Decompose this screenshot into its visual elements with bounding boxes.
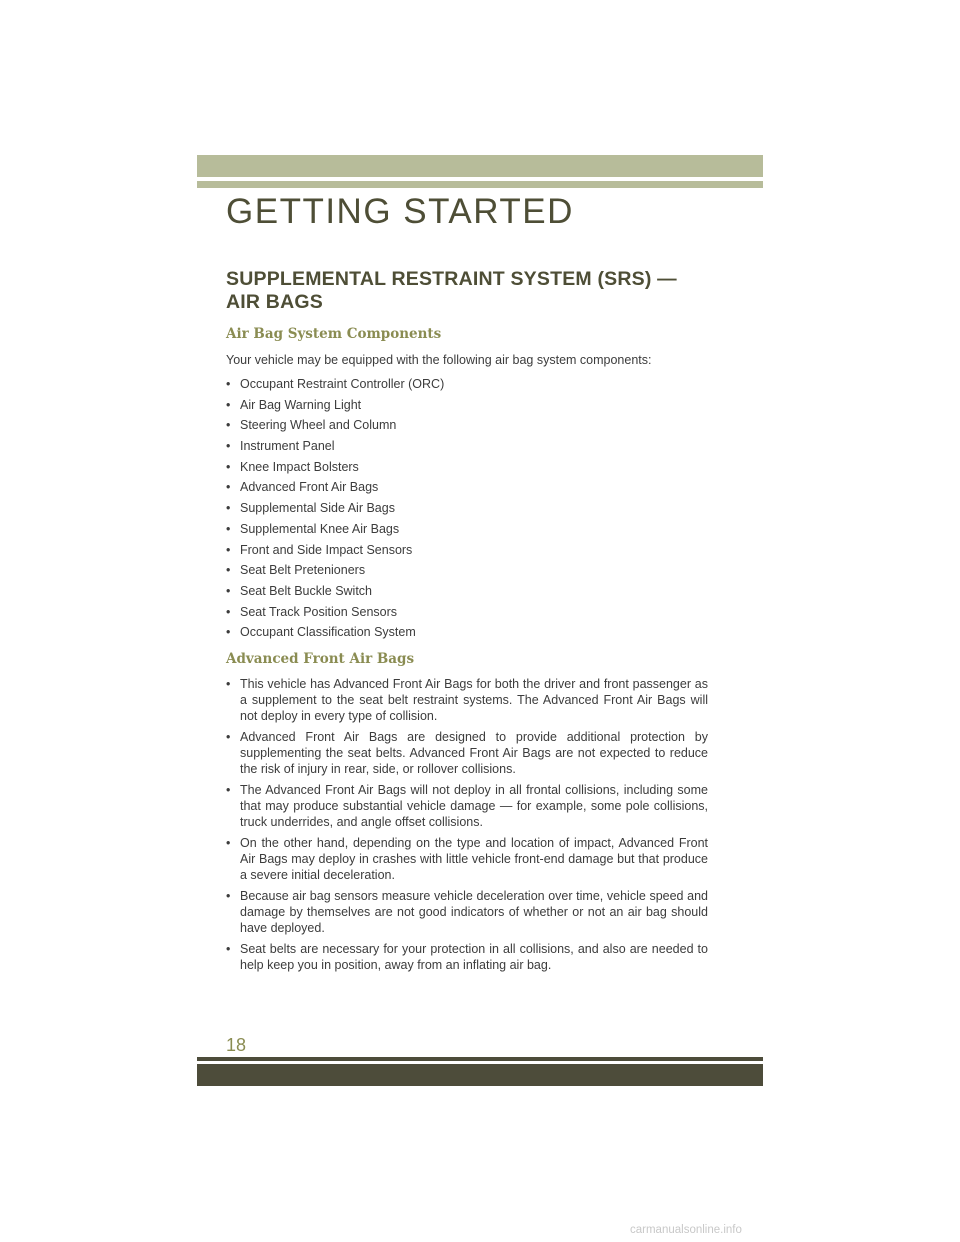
list-item: • This vehicle has Advanced Front Air Bags for both the driver and front passenger as a supplement to the seat belt restraint systems. The Advanced Front Air Bags will not deploy in every type of collision. xyxy=(226,677,708,724)
bullet-icon: • xyxy=(226,377,231,391)
list-item: • Front and Side Impact Sensors xyxy=(226,542,413,557)
footer-rule xyxy=(197,1057,763,1061)
list-item: • On the other hand, depending on the type and location of impact, Advanced Front Air Bags may deploy in crashes with little vehicle front-end damage but that produce a severe initial deceleration. xyxy=(226,836,708,883)
list-item: • Supplemental Knee Air Bags xyxy=(226,521,400,536)
advanced-heading: Advanced Front Air Bags xyxy=(226,651,415,668)
watermark: carmanualsonline.info xyxy=(630,1224,742,1236)
bullet-icon: • xyxy=(226,604,231,619)
header-rule xyxy=(197,181,763,188)
bullet-icon: • xyxy=(226,521,231,536)
bullet-icon: • xyxy=(226,439,231,454)
list-item: • Seat Belt Pretenioners xyxy=(226,563,366,578)
section-title-line1: SUPPLEMENTAL RESTRAINT SYSTEM (SRS) — xyxy=(226,268,677,290)
list-item: • Knee Impact Bolsters xyxy=(226,459,359,474)
section-title-line2: AIR BAGS xyxy=(226,291,323,313)
advanced-list xyxy=(226,676,708,973)
bullet-icon: • xyxy=(226,677,231,692)
bullet-icon: • xyxy=(226,501,231,516)
components-heading: Air Bag System Components xyxy=(226,326,442,342)
list-item: • Occupant Classification System xyxy=(226,625,416,640)
footer-band xyxy=(197,1064,763,1086)
section-title xyxy=(226,268,708,314)
list-item: • Advanced Front Air Bags are designed to provide additional protection by supplementing the seat belts. Advanced Front Air Bags are not expected to reduce the risk of injury in rear, side, or rollover collisions. xyxy=(226,730,708,777)
bullet-icon: • xyxy=(226,480,231,495)
list-item: • Steering Wheel and Column xyxy=(226,418,397,433)
header-band xyxy=(197,155,763,177)
page-content xyxy=(226,268,708,978)
components-list xyxy=(226,376,708,640)
bullet-icon: • xyxy=(226,625,231,640)
bullet-icon: • xyxy=(226,563,231,578)
list-item: • Air Bag Warning Light xyxy=(226,397,362,412)
list-item: • Seat Track Position Sensors xyxy=(226,604,398,619)
list-item: • Seat belts are necessary for your protection in all collisions, and also are needed to help keep you in position, away from an inflating air bag. xyxy=(226,942,708,973)
page-number: 18 xyxy=(226,1035,247,1055)
bullet-icon: • xyxy=(226,542,231,557)
bullet-icon: • xyxy=(226,783,231,798)
list-item: • The Advanced Front Air Bags will not deploy in all frontal collisions, including some that may produce substantial vehicle damage — for example, some pole collisions, truck underrides, and angle offset collisions. xyxy=(226,783,708,830)
bullet-icon: • xyxy=(226,889,231,904)
list-item: • Because air bag sensors measure vehicle deceleration over time, vehicle speed and damage by themselves are not good indicators of whether or not an air bag should have deployed. xyxy=(226,889,708,936)
bullet-icon: • xyxy=(226,418,231,433)
bullet-icon: • xyxy=(226,583,231,598)
list-item: • Seat Belt Buckle Switch xyxy=(226,583,373,598)
bullet-icon: • xyxy=(226,730,231,745)
list-item: • Instrument Panel xyxy=(226,439,335,454)
bullet-icon: • xyxy=(226,836,231,851)
components-intro: Your vehicle may be equipped with the following air bag system components: xyxy=(226,353,652,367)
bullet-icon: • xyxy=(226,397,231,412)
list-item: • Supplemental Side Air Bags xyxy=(226,501,395,516)
bullet-icon: • xyxy=(226,459,231,474)
list-item: • Occupant Restraint Controller (ORC) xyxy=(226,377,445,391)
list-item: • Advanced Front Air Bags xyxy=(226,480,379,495)
bullet-icon: • xyxy=(226,942,231,957)
chapter-title: GETTING STARTED xyxy=(226,192,574,231)
